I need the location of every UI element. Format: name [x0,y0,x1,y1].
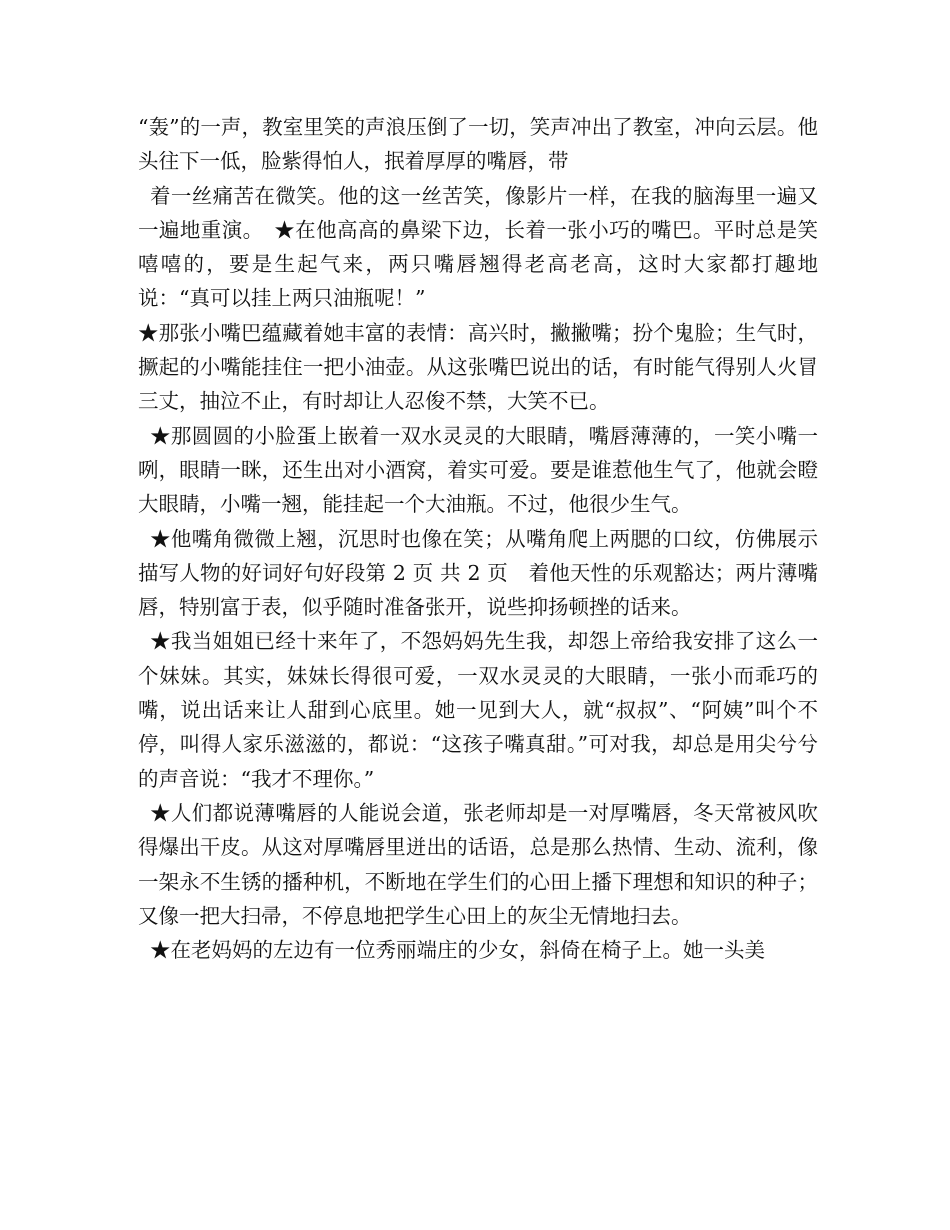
paragraph-8: ★在老妈妈的左边有一位秀丽端庄的少女，斜倚在椅子上。她一头美 [150,938,765,963]
paragraph-7: ★人们都说薄嘴唇的人能说会道，张老师却是一对厚嘴唇，冬天常被风吹得爆出干皮。从这对厚嘴唇里迸出的话语，总是那么热情、生动、流利，像一架永不生锈的播种机，不断地在学生们的心田上播下理想和知识的种子；又像一把大扫帚，不停息地把学生心田上的灰尘无情地扫去。 [138,800,818,928]
paragraph-6: ★我当姐姐已经十来年了，不怨妈妈先生我，却怨上帝给我安排了这么一个妹妹。其实，妹妹长得很可爱，一双水灵灵的大眼睛，一张小而乖巧的嘴，说出话来让人甜到心底里。她一见到大人，就“叔叔”、“阿姨”叫个不停，叫得人家乐滋滋的，都说：“这孩子嘴真甜。”可对我，却总是用尖兮兮的声音说：“我才不理你。” [138,629,818,791]
paragraph-3: ★那张小嘴巴蕴藏着她丰富的表情：高兴时，撇撇嘴；扮个鬼脸；生气时，撅起的小嘴能挂住一把小油壶。从这张嘴巴说出的话，有时能气得别人火冒三丈，抽泣不止，有时却让人忍俊不禁，大笑不已。 [138,320,818,414]
paragraph-5: ★他嘴角微微上翘，沉思时也像在笑；从嘴角爬上两腮的口纹，仿佛展示 描写人物的好词好句好段第 2 页 共 2 页 着他天性的乐观豁达；两片薄嘴唇，特别富于表，似乎随时准备张开，说些抑扬顿挫的话来。 [138,526,839,620]
document-body [138,110,839,967]
paragraph-1: “轰”的一声，教室里笑的声浪压倒了一切，笑声冲出了教室，冲向云层。他头往下一低，脸紫得怕人，抿着厚厚的嘴唇，带 [138,115,818,174]
paragraph-2: 着一丝痛苦在微笑。他的这一丝苦笑，像影片一样，在我的脑海里一遍又一遍地重演。 ★在他高高的鼻梁下边，长着一张小巧的嘴巴。平时总是笑嘻嘻的，要是生起气来，两只嘴唇翘得老高老高，这时大家都打趣地说：“真可以挂上两只油瓶呢！” [138,183,818,311]
paragraph-4: ★那圆圆的小脸蛋上嵌着一双水灵灵的大眼睛，嘴唇薄薄的，一笑小嘴一咧，眼睛一眯，还生出对小酒窝，着实可爱。要是谁惹他生气了，他就会瞪大眼睛，小嘴一翘，能挂起一个大油瓶。不过，他很少生气。 [138,423,818,517]
